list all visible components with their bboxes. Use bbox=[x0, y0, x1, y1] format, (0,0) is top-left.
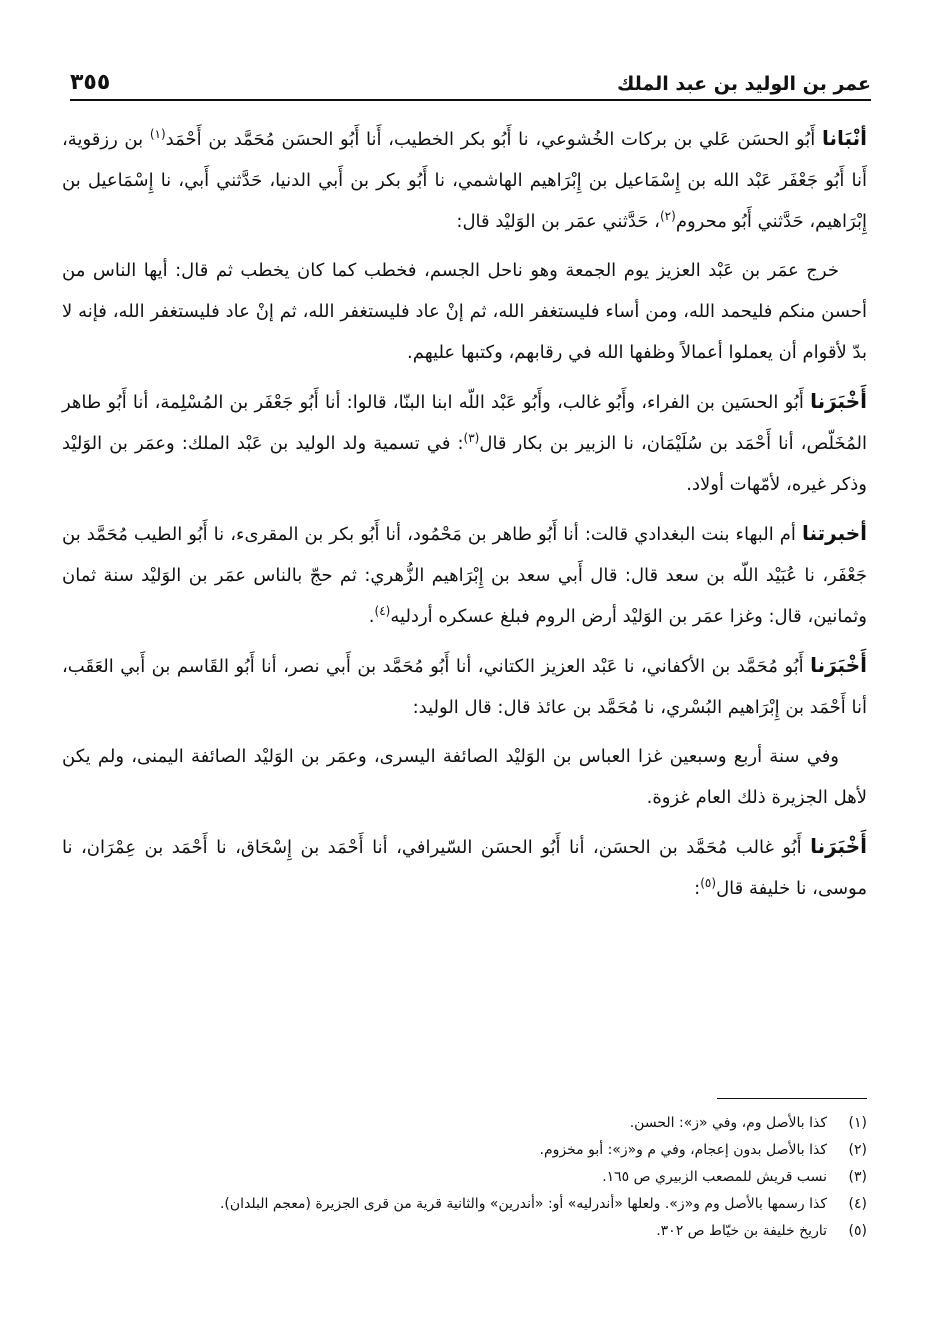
footnote-text: كذا رسمها بالأصل وم و«ز». ولعلها «أندرليه» أو: «أندرين» والثانية قرية من قرى الجزيرة (معجم البلدان). bbox=[219, 1196, 827, 1212]
footnote-number: (٥) bbox=[848, 1223, 867, 1239]
footnote-item bbox=[62, 1137, 867, 1164]
paragraph-text: : bbox=[694, 878, 701, 899]
paragraph-text: خرج عمَر بن عَبْد العزيز يوم الجمعة وهو ناحل الجسم، فخطب كما كان يخطب ثم قال: أيها الناس من أحسن منكم فليحمد الله، ومن أساء فليستغفر الله، ثم إنْ عاد فليستغفر الله، ثم إنْ عاد فليستغفر الله، فإنه لا بدّ لأقوام أن يعملوا أعمالاً وظفها الله في رقابهم، وكتبها عليهم. bbox=[62, 260, 867, 363]
footnote-number: (٢) bbox=[848, 1142, 867, 1158]
paragraph-text: أم البهاء بنت البغدادي قالت: أنا أَبُو طاهر بن مَحْمُود، أنا أَبُو بكر بن المقرىء، نا أَبُو الطيب مُحَمَّد بن جَعْفَر، نا عُبَيْد اللّه بن سعد قال: قال أَبي سعد بن إِبْرَاهيم الزُّهري: ثم حجّ بالناس عمَر بن الوَليْد سنة ثمان وثمانين، قال: وغزا عمَر بن الوَليْد أرض الروم فبلغ عسكره أردليه bbox=[62, 524, 867, 627]
footnote-marker: (٢) bbox=[659, 209, 676, 223]
paragraph bbox=[62, 736, 867, 818]
paragraph-text: . bbox=[368, 606, 375, 627]
footnote-text: كذا بالأصل وم، وفي «ز»: الحسن. bbox=[629, 1115, 827, 1131]
footnote-number: (٣) bbox=[848, 1169, 867, 1185]
paragraph-text: أَبُو غالب مُحَمَّد بن الحسَن، أنا أَبُو الحسَن السّيرافي، أنا أَحْمَد بن إِسْحَاق، نا أَحْمَد بن عِمْرَان، نا موسى، نا خليفة قال bbox=[62, 837, 867, 899]
paragraph-text: أَبُو الحسَين بن الفراء، وأَبُو غالب، وأَبُو عَبْد اللّه ابنا البنّا، قالوا: أنا أَبُو جَعْفَر بن المُسْلِمة، أنا أَبُو طاهر المُخَلّص، أنا أَحْمَد بن سُلَيْمَان، نا الزبير بن بكار قال bbox=[62, 392, 867, 454]
paragraph-text: أَبُو مُحَمَّد بن الأكفاني، نا عَبْد العزيز الكتاني، أنا أَبُو مُحَمَّد بن أَبي نصر، أنا أَبُو القَاسم بن أَبي العَقَب، أنا أَحْمَد بن إِبْرَاهيم البُسْري، نا مُحَمَّد بن عائذ قال: قال الوليد: bbox=[62, 656, 867, 718]
footnote-text: كذا بالأصل بدون إعجام، وفي م و«ز»: أبو مخزوم. bbox=[539, 1142, 827, 1158]
footnote-text: تاريخ خليفة بن خيّاط ص ٣٠٢. bbox=[656, 1223, 827, 1239]
footnote-item bbox=[62, 1110, 867, 1137]
page-number: ٣٥٥ bbox=[70, 70, 111, 95]
footnote-marker: (٤) bbox=[374, 604, 391, 618]
running-title: عمر بن الوليد بن عبد الملك bbox=[616, 73, 871, 95]
isnad-lead-word: أَخْبَرَنا bbox=[810, 653, 867, 677]
footnote-marker: (١) bbox=[149, 127, 166, 141]
isnad-lead-word: أخبرتنا bbox=[801, 521, 867, 545]
footnote-item bbox=[62, 1164, 867, 1191]
paragraph bbox=[62, 250, 867, 373]
paragraph bbox=[62, 381, 867, 505]
paragraph-text: أَبُو الحسَن عَلي بن بركات الخُشوعي، نا أَبُو بكر الخطيب، أَنا أَبُو الحسَن مُحَمَّد بن أَحْمَد bbox=[165, 129, 822, 150]
isnad-lead-word: أَخْبَرَنا bbox=[810, 389, 867, 413]
footnote-marker: (٥) bbox=[700, 876, 717, 890]
paragraph-text: وفي سنة أربع وسبعين غزا العباس بن الوَليْد الصائفة اليسرى، وعمَر بن الوَليْد الصائفة اليمنى، ولم يكن لأهل الجزيرة ذلك العام غزوة. bbox=[62, 746, 867, 808]
main-text bbox=[62, 118, 867, 909]
footnote-item bbox=[62, 1191, 867, 1218]
paragraph bbox=[62, 826, 867, 909]
paragraph-text: ، حَدَّثني عمَر بن الوَليْد قال: bbox=[456, 211, 660, 232]
paragraph bbox=[62, 645, 867, 728]
footnote-marker: (٣) bbox=[463, 431, 480, 445]
isnad-lead-word: أَخْبَرَنا bbox=[810, 834, 867, 858]
footnote-text: نسب قريش للمصعب الزبيري ص ١٦٥. bbox=[602, 1169, 827, 1185]
page-header bbox=[70, 55, 871, 101]
footnote-divider bbox=[717, 1098, 867, 1099]
paragraph bbox=[62, 118, 867, 242]
footnote-number: (١) bbox=[848, 1115, 867, 1131]
footnotes bbox=[62, 1110, 867, 1245]
isnad-lead-word: أنْبَانا bbox=[821, 126, 867, 150]
paragraph-text: : في تسمية ولد الوليد بن عَبْد الملك: وعمَر بن الوَليْد وذكر غيره، لأمّهات أولاد. bbox=[62, 433, 867, 495]
footnote-item bbox=[62, 1218, 867, 1245]
paragraph-text: بن رزقوية، أَنا أَبُو جَعْفَر عَبْد الله بن إِسْمَاعيل بن إِبْرَاهيم الهاشمي، نا أَبُو بكر بن أَبي الدنيا، حَدَّثني أَبي، نا إِسْمَاعيل بن إِبْرَاهيم، حَدَّثني أَبُو محروم bbox=[62, 129, 867, 232]
footnote-number: (٤) bbox=[848, 1196, 867, 1212]
paragraph bbox=[62, 513, 867, 637]
